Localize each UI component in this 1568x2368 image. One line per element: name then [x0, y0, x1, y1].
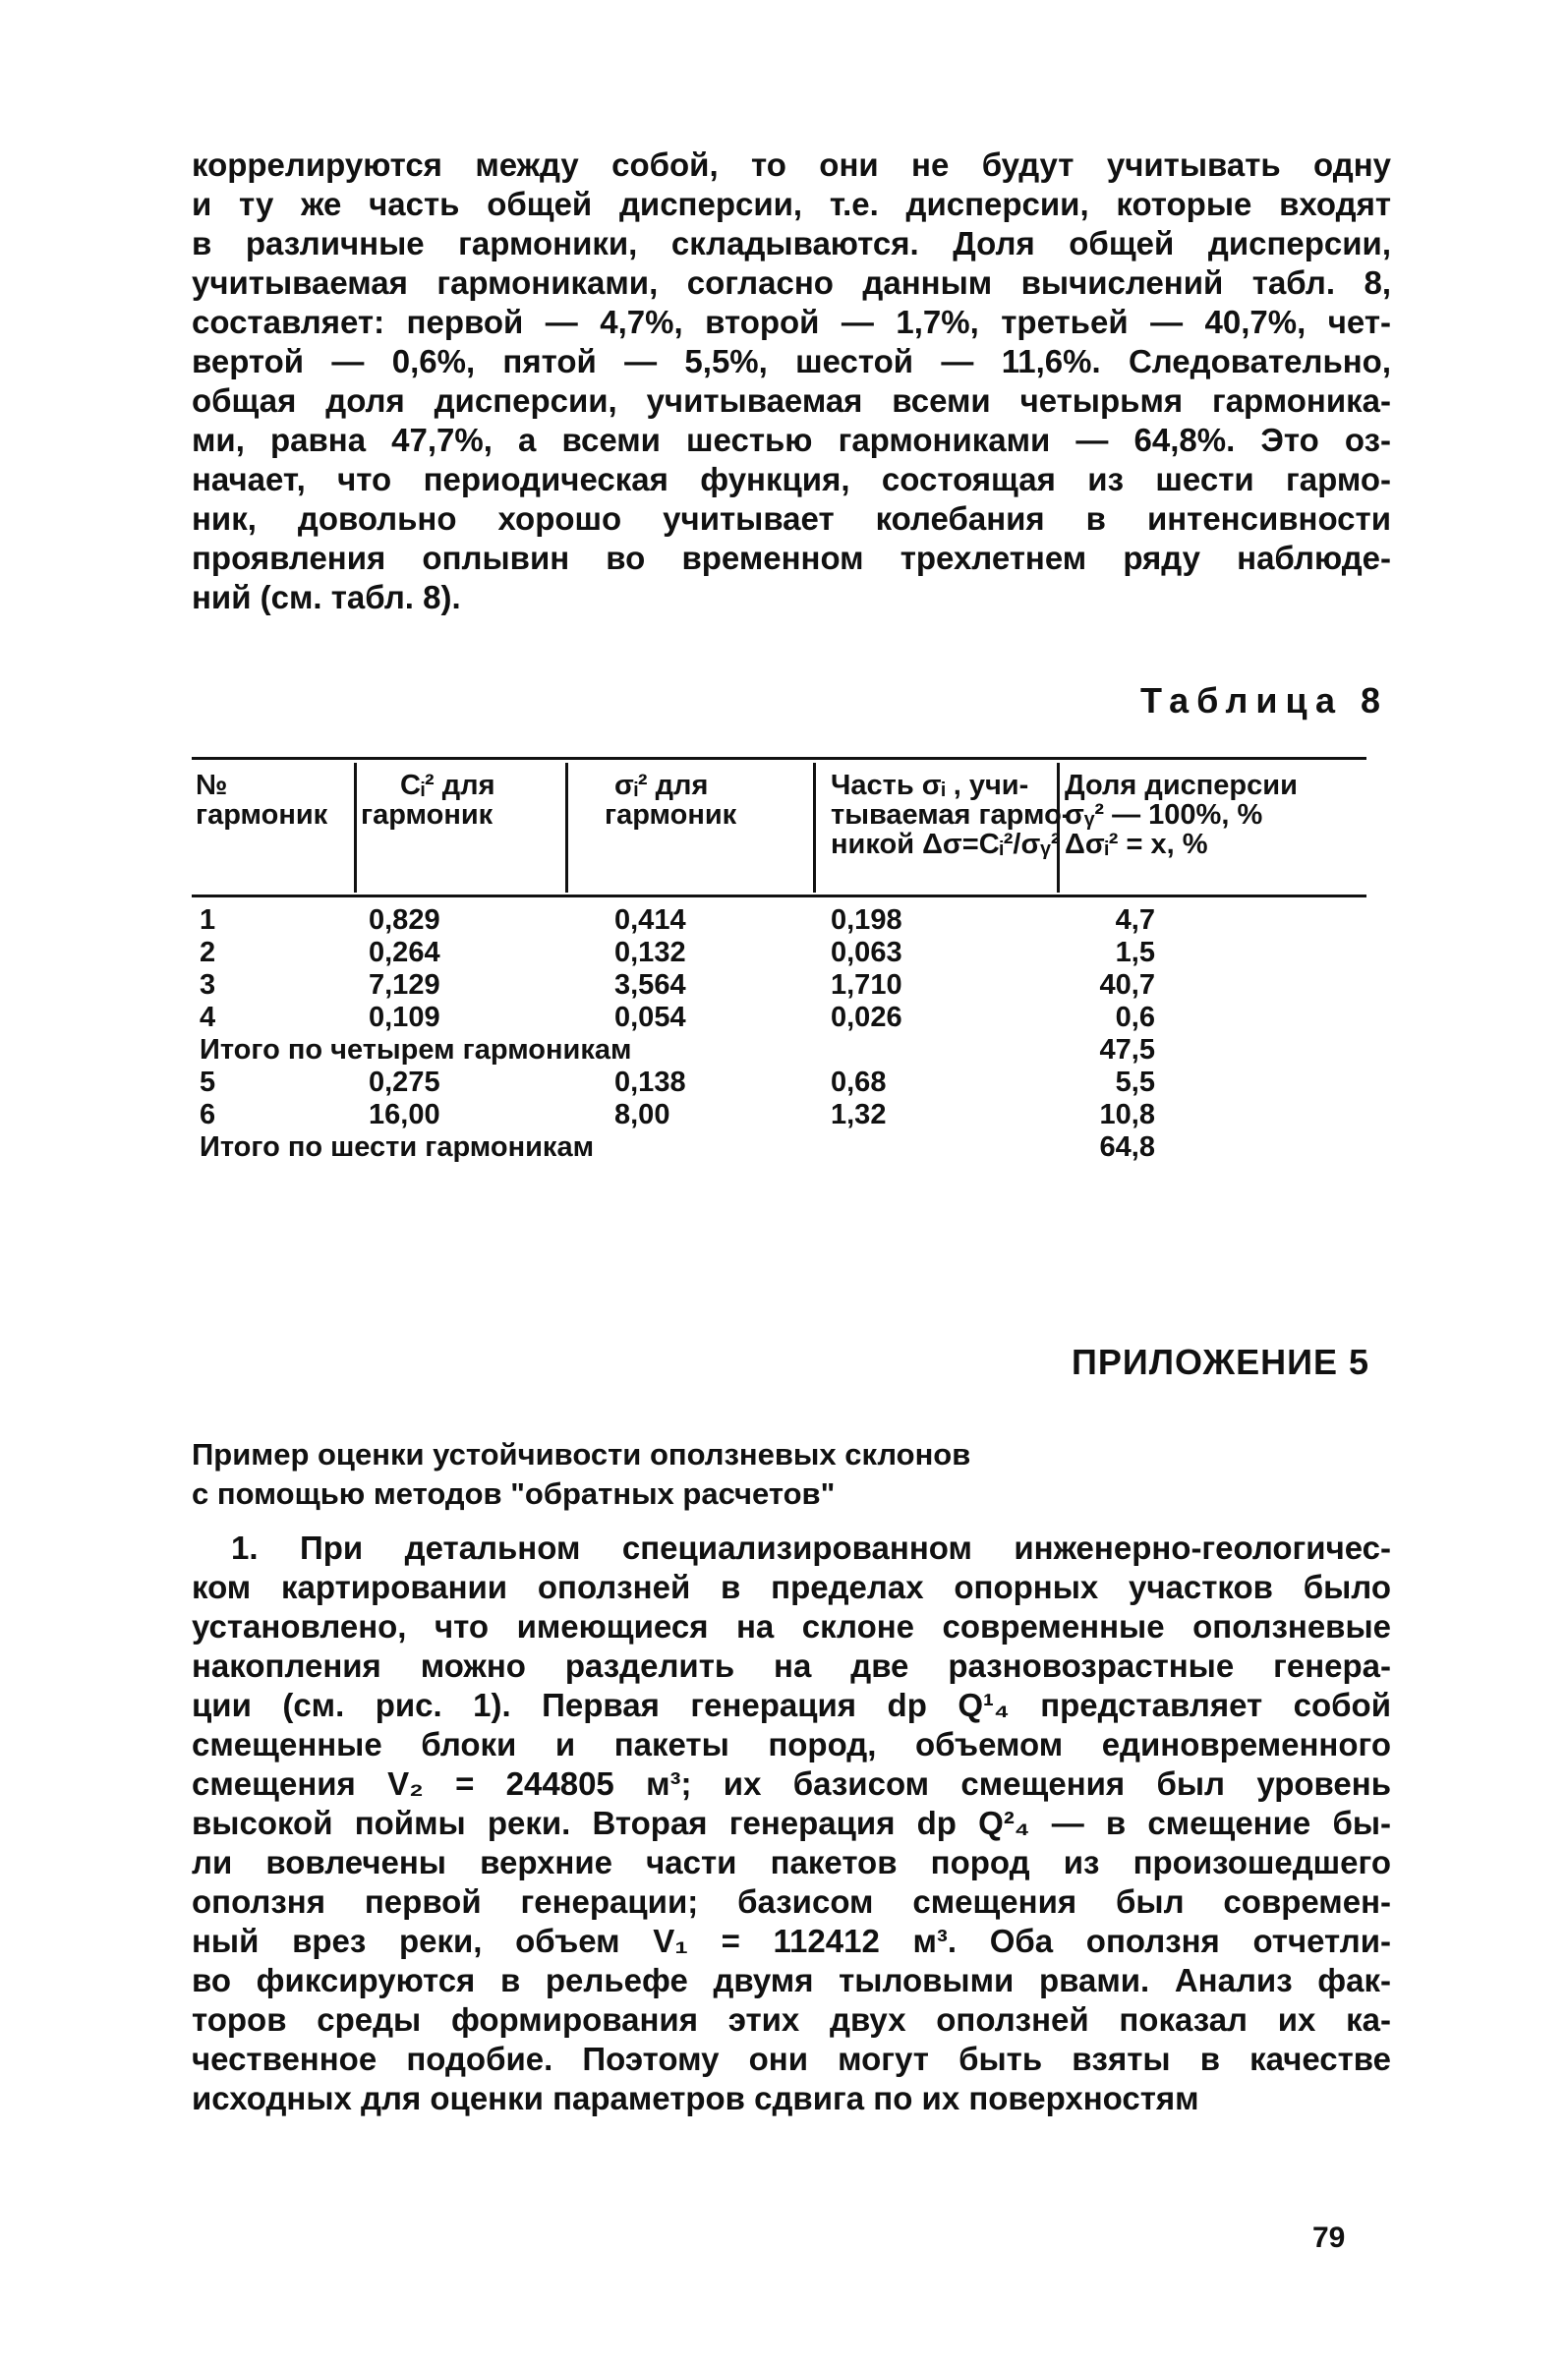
table-cell: 0,138	[614, 1067, 686, 1098]
table-cell: 0,829	[369, 904, 440, 936]
table-cell: 0,414	[614, 904, 686, 936]
header-part-sigma: Часть σᵢ , учи- тываемая гармо- никой Δσ=Cᵢ²/σᵧ²	[831, 770, 1072, 860]
text-line: чественное подобие. Поэтому они могут быть взяты в качестве	[192, 2041, 1391, 2077]
table-cell: 4	[200, 1002, 216, 1033]
table-cell: 7,129	[369, 969, 440, 1001]
text-line: вертой — 0,6%, пятой — 5,5%, шестой — 11,6%. Следовательно,	[192, 343, 1391, 379]
table-cell: 1,710	[831, 969, 902, 1001]
text-line: в различные гармоники, складываются. Доля общей дисперсии,	[192, 225, 1391, 261]
header-dispersion-share: Доля дисперсии σᵧ² — 100%, % Δσᵢ² = x, %	[1065, 770, 1298, 860]
table-body	[192, 904, 1366, 1164]
page-number: 79	[1312, 2222, 1346, 2254]
text-line: и ту же часть общей дисперсии, т.е. дисперсии, которые входят	[192, 186, 1391, 222]
text-line: смещения V₂ = 244805 м³; их базисом смещения был уровень	[192, 1765, 1391, 1802]
table-cell: 3,564	[614, 969, 686, 1001]
table-cell: 0,054	[614, 1002, 686, 1033]
header-harmonic-number: № гармоник	[196, 770, 328, 831]
table-cell: 0,063	[831, 937, 902, 968]
table-cell: 16,00	[369, 1099, 440, 1130]
intro-text	[192, 145, 1391, 617]
table-cell: 4,7	[1115, 904, 1155, 936]
table-cell: 0,68	[831, 1067, 887, 1098]
table-cell: 0,275	[369, 1067, 440, 1098]
appendix-label: ПРИЛОЖЕНИЕ 5	[1072, 1342, 1370, 1382]
appendix-text	[192, 1529, 1391, 2118]
table-row	[192, 1002, 1366, 1034]
table-cell: 2	[200, 937, 216, 968]
total-share: 47,5	[1099, 1034, 1155, 1066]
table-row	[192, 1099, 1366, 1131]
table-cell: 0,132	[614, 937, 686, 968]
table-cell: 0,198	[831, 904, 902, 936]
text-line: ний (см. табл. 8).	[192, 579, 461, 615]
table-cell: 1	[200, 904, 216, 936]
table-cell: 10,8	[1099, 1099, 1155, 1130]
text-line: общая доля дисперсии, учитываемая всеми четырьмя гармоника-	[192, 382, 1391, 419]
intro-paragraph	[192, 145, 1391, 617]
table-row	[192, 904, 1366, 937]
table-row	[192, 1067, 1366, 1099]
text-line: установлено, что имеющиеся на склоне современные оползневые	[192, 1608, 1391, 1645]
text-line: ми, равна 47,7%, а всеми шестью гармониками — 64,8%. Это оз-	[192, 422, 1391, 458]
table-cell: 6	[200, 1099, 216, 1130]
text-line: торов среды формирования этих двух оползней показал их ка-	[192, 2001, 1391, 2038]
table-total-row	[192, 1034, 1366, 1067]
total-share: 64,8	[1099, 1131, 1155, 1163]
table-cell: 40,7	[1099, 969, 1155, 1001]
text-line: ли вовлечены верхние части пакетов пород из произошедшего	[192, 1844, 1391, 1880]
table-divider	[565, 763, 568, 893]
table-cell: 8,00	[614, 1099, 670, 1130]
text-line: 1. При детальном специализированном инженерно-геологичес-	[231, 1530, 1391, 1566]
table-cell: 5,5	[1115, 1067, 1155, 1098]
table-top-rule	[192, 757, 1366, 760]
text-line: исходных для оценки параметров сдвига по их поверхностям	[192, 2080, 1199, 2116]
table-header-rule	[192, 895, 1366, 897]
table-cell: 1,5	[1115, 937, 1155, 968]
text-line: смещенные блоки и пакеты пород, объемом единовременного	[192, 1726, 1391, 1762]
text-line: высокой поймы реки. Вторая генерация dp Q²₄ — в смещение бы-	[192, 1805, 1391, 1841]
table-total-row	[192, 1131, 1366, 1164]
total-label: Итого по четырем гармоникам	[200, 1034, 632, 1066]
text-line: начает, что периодическая функция, состоящая из шести гармо-	[192, 461, 1391, 497]
header-sigma-squared: σᵢ² для гармоник	[605, 770, 737, 831]
table-cell: 0,6	[1115, 1002, 1155, 1033]
table-row	[192, 937, 1366, 969]
table-cell: 3	[200, 969, 216, 1001]
text-line: накопления можно разделить на две разновозрастные генера-	[192, 1647, 1391, 1684]
text-line: оползня первой генерации; базисом смещения был современ-	[192, 1883, 1391, 1920]
appendix-paragraph	[192, 1529, 1391, 2118]
table-divider	[813, 763, 816, 893]
text-line: коррелируются между собой, то они не будут учитывать одну	[192, 146, 1391, 183]
appendix-title: Пример оценки устойчивости оползневых склонов с помощью методов "обратных расчетов"	[192, 1437, 971, 1511]
table-cell: 1,32	[831, 1099, 887, 1130]
text-line: ции (см. рис. 1). Первая генерация dp Q¹₄ представляет собой	[192, 1687, 1391, 1723]
table-caption: Таблица 8	[1140, 680, 1389, 721]
header-c-squared: Cᵢ² для гармоник	[361, 770, 495, 831]
table-cell: 5	[200, 1067, 216, 1098]
table-cell: 0,264	[369, 937, 440, 968]
total-label: Итого по шести гармоникам	[200, 1131, 595, 1163]
text-line: во фиксируются в рельефе двумя тыловыми рвами. Анализ фак-	[192, 1962, 1391, 1998]
text-line: ник, довольно хорошо учитывает колебания в интенсивности	[192, 500, 1391, 537]
text-line: ком картировании оползней в пределах опорных участков было	[192, 1569, 1391, 1605]
text-line: проявления оплывин во временном трехлетнем ряду наблюде-	[192, 540, 1391, 576]
table-divider	[354, 763, 357, 893]
text-line: составляет: первой — 4,7%, второй — 1,7%, третьей — 40,7%, чет-	[192, 304, 1391, 340]
table-row	[192, 969, 1366, 1002]
text-line: ный врез реки, объем V₁ = 112412 м³. Оба оползня отчетли-	[192, 1923, 1391, 1959]
table-cell: 0,109	[369, 1002, 440, 1033]
text-line: учитываемая гармониками, согласно данным вычислений табл. 8,	[192, 264, 1391, 301]
table-cell: 0,026	[831, 1002, 902, 1033]
